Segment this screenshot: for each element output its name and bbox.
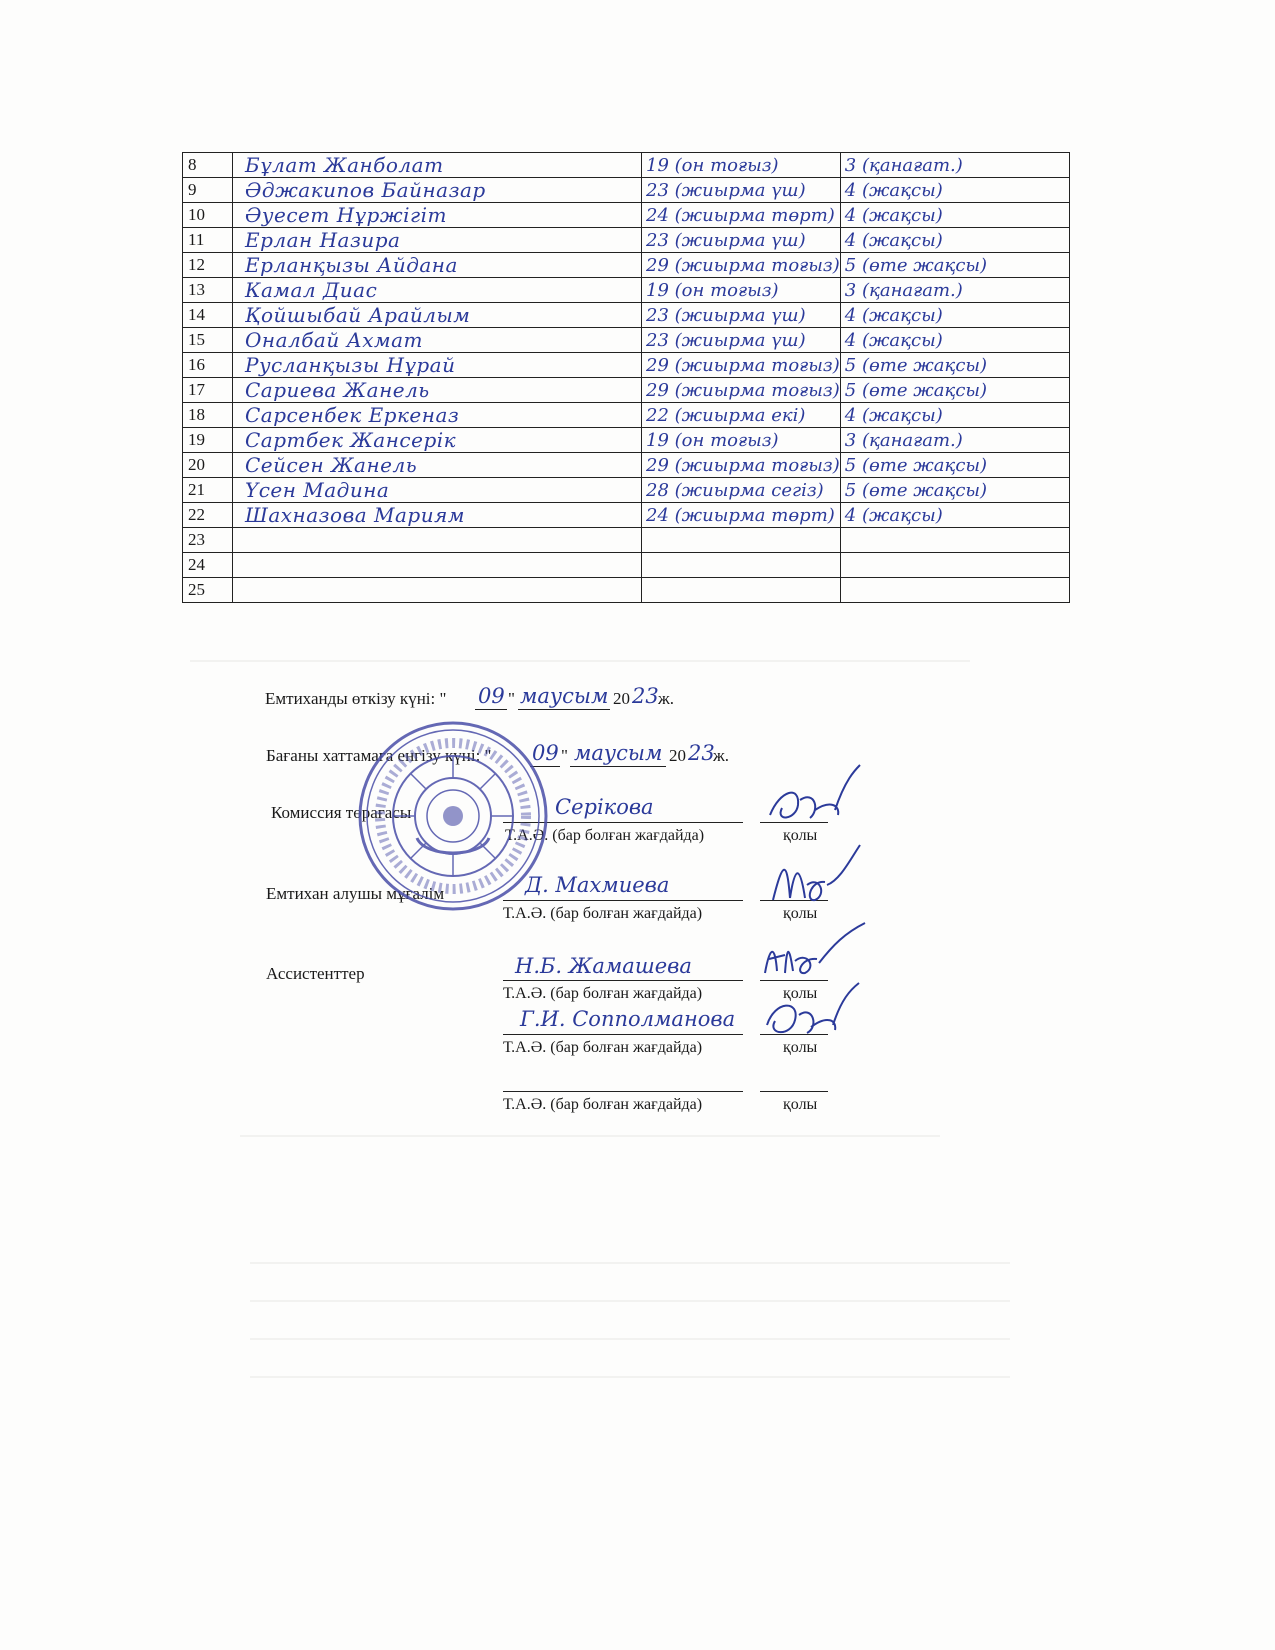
bleed-line: [250, 1262, 1010, 1264]
student-name-cell: [233, 553, 642, 578]
student-name-cell: [233, 228, 642, 253]
student-grade: 4 (жақсы): [844, 504, 943, 526]
student-score: 23 (жиырма үш): [646, 329, 806, 351]
student-score-cell: [642, 428, 841, 453]
teacher-label: Емтихан алушы мұғалім: [266, 884, 445, 903]
student-score: 29 (жиырма тоғыз): [646, 254, 840, 276]
table-row: [183, 528, 1070, 553]
student-score-cell: [642, 178, 841, 203]
entry-date-month: маусым: [574, 741, 663, 765]
student-score: 23 (жиырма үш): [646, 229, 806, 251]
chair-label: Комиссия төрағасы: [271, 803, 412, 822]
row-number: 25: [183, 578, 233, 603]
student-grade-cell: [840, 403, 1069, 428]
table-row: [183, 178, 1070, 203]
student-score-cell: [642, 378, 841, 403]
row-number: 13: [183, 278, 233, 303]
student-name: Қойшыбай Арайлым: [245, 303, 471, 327]
student-name-cell: [233, 353, 642, 378]
student-grade-cell: [840, 553, 1069, 578]
student-grades-body: [183, 153, 1070, 603]
chair-fio-caption: Т.А.Ә. (бар болған жағдайда): [505, 827, 705, 844]
entry-date-year-prefix: 20: [669, 746, 686, 765]
student-name: Үсен Мадина: [245, 478, 390, 502]
student-score-cell: [642, 578, 841, 603]
student-name-cell: [233, 153, 642, 178]
student-name-cell: [233, 503, 642, 528]
table-row: [183, 578, 1070, 603]
student-grade-cell: [840, 153, 1069, 178]
student-name: Сарсенбек Еркеназ: [245, 403, 460, 427]
table-row: [183, 153, 1070, 178]
student-score: 29 (жиырма тоғыз): [646, 454, 840, 476]
student-score: 23 (жиырма үш): [646, 179, 806, 201]
chair-name: Серікова: [555, 795, 654, 819]
student-name: Әджакипов Байназар: [245, 178, 486, 202]
assistant1-sign-caption: қолы: [783, 985, 818, 1002]
table-row: [183, 228, 1070, 253]
school-seal-stamp: [355, 718, 551, 914]
table-row: [183, 253, 1070, 278]
student-name: Әуесет Нұржігіт: [245, 203, 447, 227]
student-score-cell: [642, 403, 841, 428]
student-score: 19 (он тоғыз): [646, 154, 779, 176]
student-grade-cell: [840, 353, 1069, 378]
student-name: Сартбек Жансерік: [245, 428, 457, 452]
student-score: 29 (жиырма тоғыз): [646, 379, 840, 401]
student-grade: 4 (жақсы): [844, 229, 943, 251]
student-grade-cell: [840, 528, 1069, 553]
row-number: 22: [183, 503, 233, 528]
student-name: Ерланқызы Айдана: [245, 253, 458, 277]
student-score-cell: [642, 278, 841, 303]
student-name: Сейсен Жанель: [245, 453, 418, 477]
student-grade-cell: [840, 503, 1069, 528]
bleed-line: [240, 1135, 940, 1137]
student-name: Бұлат Жанболат: [245, 153, 444, 177]
row-number: 9: [183, 178, 233, 203]
row-number: 24: [183, 553, 233, 578]
student-name-cell: [233, 528, 642, 553]
student-grade: 3 (қанағат.): [844, 279, 963, 301]
exam-date-label: Емтиханды өткізу күні: ": [265, 689, 447, 708]
student-score-cell: [642, 503, 841, 528]
student-score: 24 (жиырма төрт): [646, 204, 835, 226]
assistant2-name: Г.И. Сопполманова: [520, 1007, 736, 1031]
bleed-line: [250, 1300, 1010, 1302]
student-grade: 5 (өте жақсы): [844, 454, 988, 476]
student-name-cell: [233, 378, 642, 403]
assistant2-fio-caption: Т.А.Ә. (бар болған жағдайда): [503, 1039, 703, 1056]
exam-date-day: 09: [478, 684, 505, 708]
student-grade-cell: [840, 578, 1069, 603]
exam-date-year-prefix: 20: [613, 689, 630, 708]
student-name-cell: [233, 453, 642, 478]
chair-signature: [760, 760, 870, 830]
student-grade: 3 (қанағат.): [844, 154, 963, 176]
student-score-cell: [642, 453, 841, 478]
teacher-name: Д. Махмиева: [525, 873, 670, 897]
student-name: Русланқызы Нұрай: [245, 353, 456, 377]
row-number: 14: [183, 303, 233, 328]
row-number: 11: [183, 228, 233, 253]
student-grade: 4 (жақсы): [844, 404, 943, 426]
exam-date-end: ж.: [658, 689, 674, 708]
bleed-line: [190, 660, 970, 662]
table-row: [183, 328, 1070, 353]
student-score: 22 (жиырма екі): [646, 404, 806, 426]
assistant3-fio-caption: Т.А.Ә. (бар болған жағдайда): [503, 1096, 703, 1113]
student-name: Ерлан Назира: [245, 228, 401, 252]
table-row: [183, 278, 1070, 303]
student-score: 29 (жиырма тоғыз): [646, 354, 840, 376]
student-score-cell: [642, 328, 841, 353]
student-score-cell: [642, 478, 841, 503]
student-score-cell: [642, 253, 841, 278]
student-score: 19 (он тоғыз): [646, 279, 779, 301]
table-row: [183, 403, 1070, 428]
student-grade: 4 (жақсы): [844, 329, 943, 351]
student-name-cell: [233, 303, 642, 328]
teacher-fio-caption: Т.А.Ә. (бар болған жағдайда): [503, 905, 703, 922]
assistant1-name: Н.Б. Жамашева: [515, 954, 692, 978]
student-grade-cell: [840, 203, 1069, 228]
student-name-cell: [233, 278, 642, 303]
student-grade-cell: [840, 178, 1069, 203]
assistant2-sign-caption: қолы: [783, 1039, 818, 1056]
row-number: 21: [183, 478, 233, 503]
student-score: 19 (он тоғыз): [646, 429, 779, 451]
student-grade: 4 (жақсы): [844, 204, 943, 226]
teacher-sign-caption: қолы: [783, 905, 818, 922]
entry-date-sep: ": [561, 746, 568, 765]
student-score: 24 (жиырма төрт): [646, 504, 835, 526]
entry-date-end: ж.: [713, 746, 729, 765]
student-score: 23 (жиырма үш): [646, 304, 806, 326]
row-number: 12: [183, 253, 233, 278]
student-name-cell: [233, 403, 642, 428]
student-score-cell: [642, 203, 841, 228]
entry-date-day: 09: [532, 741, 559, 765]
chair-sign-caption: қолы: [783, 827, 818, 844]
exam-date-year-suffix: 23: [632, 684, 659, 708]
row-number: 15: [183, 328, 233, 353]
student-grade-cell: [840, 478, 1069, 503]
row-number: 23: [183, 528, 233, 553]
student-name-cell: [233, 478, 642, 503]
student-name-cell: [233, 578, 642, 603]
student-name-cell: [233, 328, 642, 353]
student-grade-cell: [840, 253, 1069, 278]
student-grade: 4 (жақсы): [844, 179, 943, 201]
student-name-cell: [233, 428, 642, 453]
student-score-cell: [642, 153, 841, 178]
entry-date-year-suffix: 23: [688, 741, 715, 765]
assistants-label: Ассистенттер: [266, 964, 365, 983]
student-name: Камал Диас: [245, 278, 378, 302]
table-row: [183, 303, 1070, 328]
assistant3-sign-caption: қолы: [783, 1096, 818, 1113]
row-number: 10: [183, 203, 233, 228]
row-number: 20: [183, 453, 233, 478]
student-name: Шахназова Мариям: [245, 503, 465, 527]
student-grade-cell: [840, 378, 1069, 403]
student-score-cell: [642, 228, 841, 253]
teacher-signature: [765, 840, 875, 910]
entry-date-label: Бағаны хаттамаға енгізу күні: ": [266, 746, 492, 765]
table-row: [183, 453, 1070, 478]
student-name-cell: [233, 178, 642, 203]
student-score-cell: [642, 303, 841, 328]
student-score-cell: [642, 553, 841, 578]
row-number: 18: [183, 403, 233, 428]
student-grade: 3 (қанағат.): [844, 429, 963, 451]
bleed-line: [250, 1376, 1010, 1378]
student-grade: 5 (өте жақсы): [844, 479, 988, 501]
table-row: [183, 353, 1070, 378]
row-number: 16: [183, 353, 233, 378]
row-number: 19: [183, 428, 233, 453]
student-grade: 5 (өте жақсы): [844, 354, 988, 376]
student-score: 28 (жиырма сегіз): [646, 479, 824, 501]
student-grade-cell: [840, 278, 1069, 303]
table-row: [183, 478, 1070, 503]
student-name-cell: [233, 203, 642, 228]
student-name: Сариева Жанель: [245, 378, 430, 402]
student-score-cell: [642, 528, 841, 553]
student-grade-cell: [840, 328, 1069, 353]
student-name-cell: [233, 253, 642, 278]
student-grade-cell: [840, 303, 1069, 328]
student-grade-cell: [840, 453, 1069, 478]
student-grade: 4 (жақсы): [844, 304, 943, 326]
table-row: [183, 378, 1070, 403]
table-row: [183, 203, 1070, 228]
table-row: [183, 553, 1070, 578]
student-name: Оналбай Ахмат: [245, 328, 423, 352]
table-row: [183, 503, 1070, 528]
bleed-line: [250, 1338, 1010, 1340]
table-row: [183, 428, 1070, 453]
student-grades-table: [182, 152, 1070, 603]
row-number: 17: [183, 378, 233, 403]
student-grade: 5 (өте жақсы): [844, 379, 988, 401]
student-score-cell: [642, 353, 841, 378]
exam-date-month: маусым: [520, 684, 609, 708]
assistant1-fio-caption: Т.А.Ә. (бар болған жағдайда): [503, 985, 703, 1002]
exam-date-sep: ": [508, 689, 515, 708]
student-grade-cell: [840, 428, 1069, 453]
student-grade-cell: [840, 228, 1069, 253]
assistant2-signature: [755, 975, 865, 1045]
student-grade: 5 (өте жақсы): [844, 254, 988, 276]
row-number: 8: [183, 153, 233, 178]
